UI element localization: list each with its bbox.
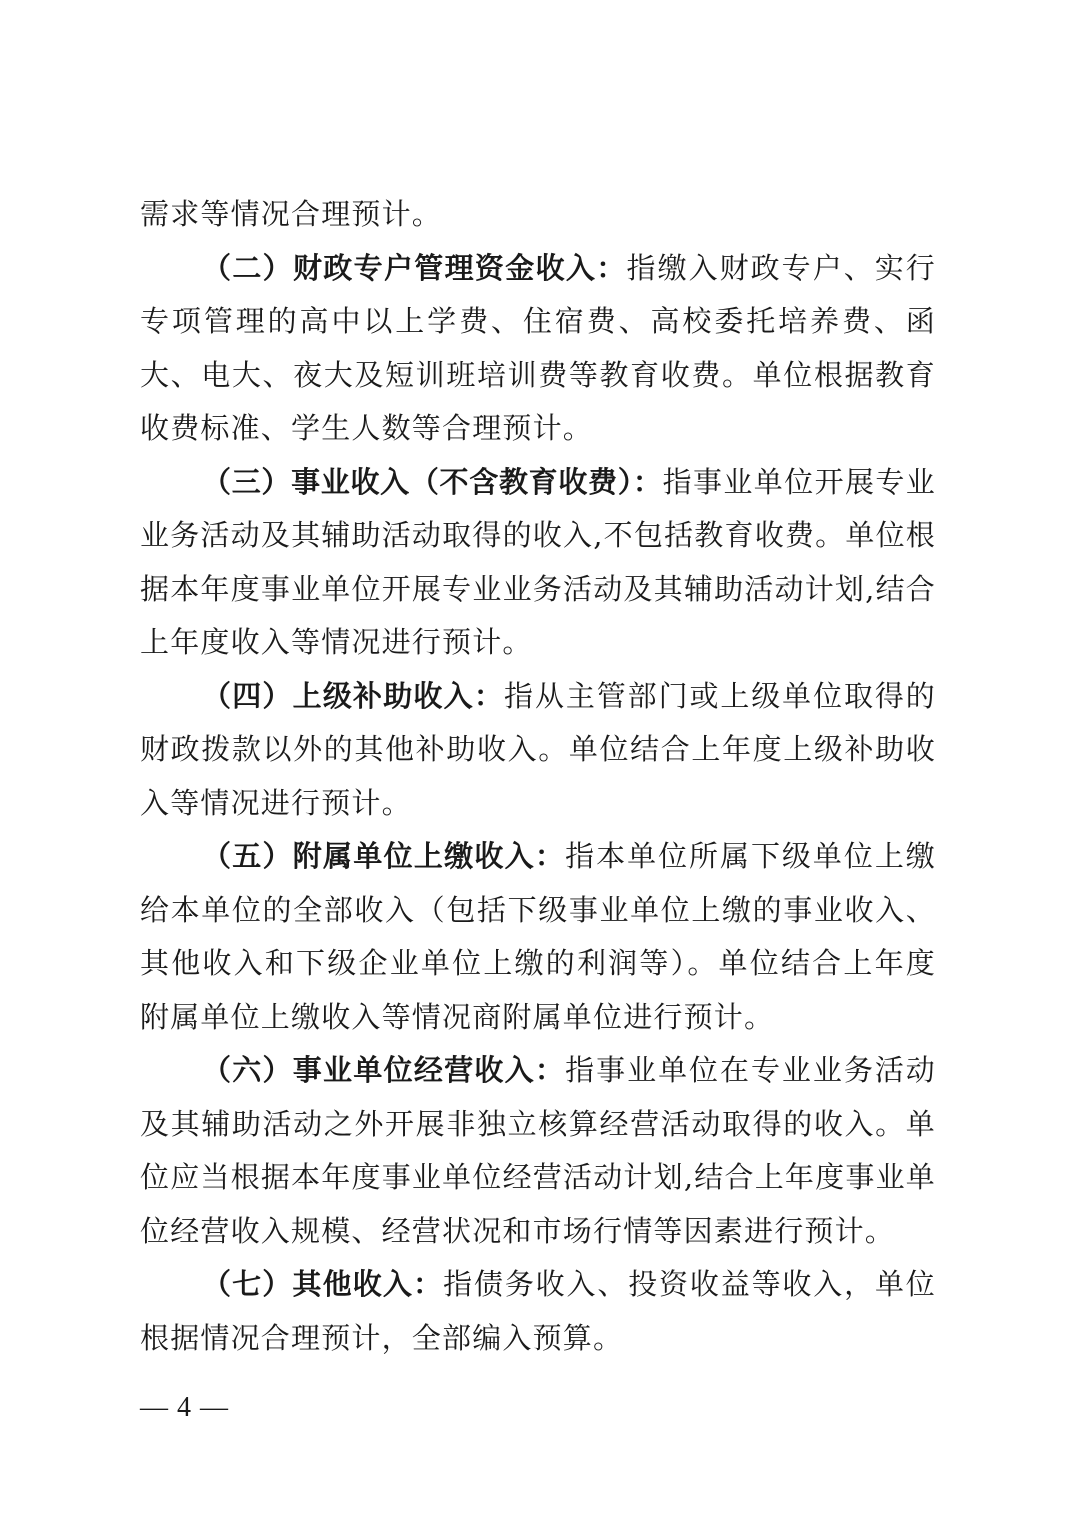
section-body-7: 指债务收入、投资收益等收入，单位根据情况合理预计，全部编入预算。	[140, 1267, 936, 1355]
section-paragraph-2	[140, 242, 936, 456]
intro-paragraph	[140, 188, 936, 242]
section-paragraph-5	[140, 830, 936, 1044]
section-body-4: 指从主管部门或上级单位取得的财政拨款以外的其他补助收入。单位结合上年度上级补助收入等情况进行预计。	[140, 678, 936, 820]
section-paragraph-4	[140, 670, 936, 831]
section-body-3: 指事业单位开展专业业务活动及其辅助活动取得的收入,不包括教育收费。单位根据本年度事业单位开展专业业务活动及其辅助活动计划,结合上年度收入等情况进行预计。	[140, 464, 936, 659]
section-heading-2: （二）财政专户管理资金收入：	[202, 250, 627, 285]
section-heading-4: （四）上级补助收入：	[202, 678, 505, 713]
section-paragraph-7	[140, 1258, 936, 1365]
section-heading-7: （七）其他收入：	[202, 1267, 444, 1301]
section-heading-3: （三）事业收入（不含教育收费）：	[202, 464, 663, 499]
document-body	[140, 188, 936, 1365]
section-paragraph-3	[140, 456, 936, 670]
page-number: — 4 —	[140, 1392, 229, 1423]
section-heading-5: （五）附属单位上缴收入：	[202, 839, 566, 873]
section-body-2: 指缴入财政专户、实行专项管理的高中以上学费、住宿费、高校委托培养费、函大、电大、夜大及短训班培训费等教育收费。单位根据教育收费标准、学生人数等合理预计。	[140, 250, 936, 445]
intro-text: 需求等情况合理预计。	[140, 197, 443, 231]
section-paragraph-6	[140, 1044, 936, 1258]
section-body-6: 指事业单位在专业业务活动及其辅助活动之外开展非独立核算经营活动取得的收入。单位应当根据本年度事业单位经营活动计划,结合上年度事业单位经营收入规模、经营状况和市场行情等因素进行预计。	[140, 1053, 936, 1248]
section-heading-6: （六）事业单位经营收入：	[202, 1053, 566, 1087]
section-body-5: 指本单位所属下级单位上缴给本单位的全部收入（包括下级事业单位上缴的事业收入、其他收入和下级企业单位上缴的利润等）。单位结合上年度附属单位上缴收入等情况商附属单位进行预计。	[140, 839, 936, 1034]
